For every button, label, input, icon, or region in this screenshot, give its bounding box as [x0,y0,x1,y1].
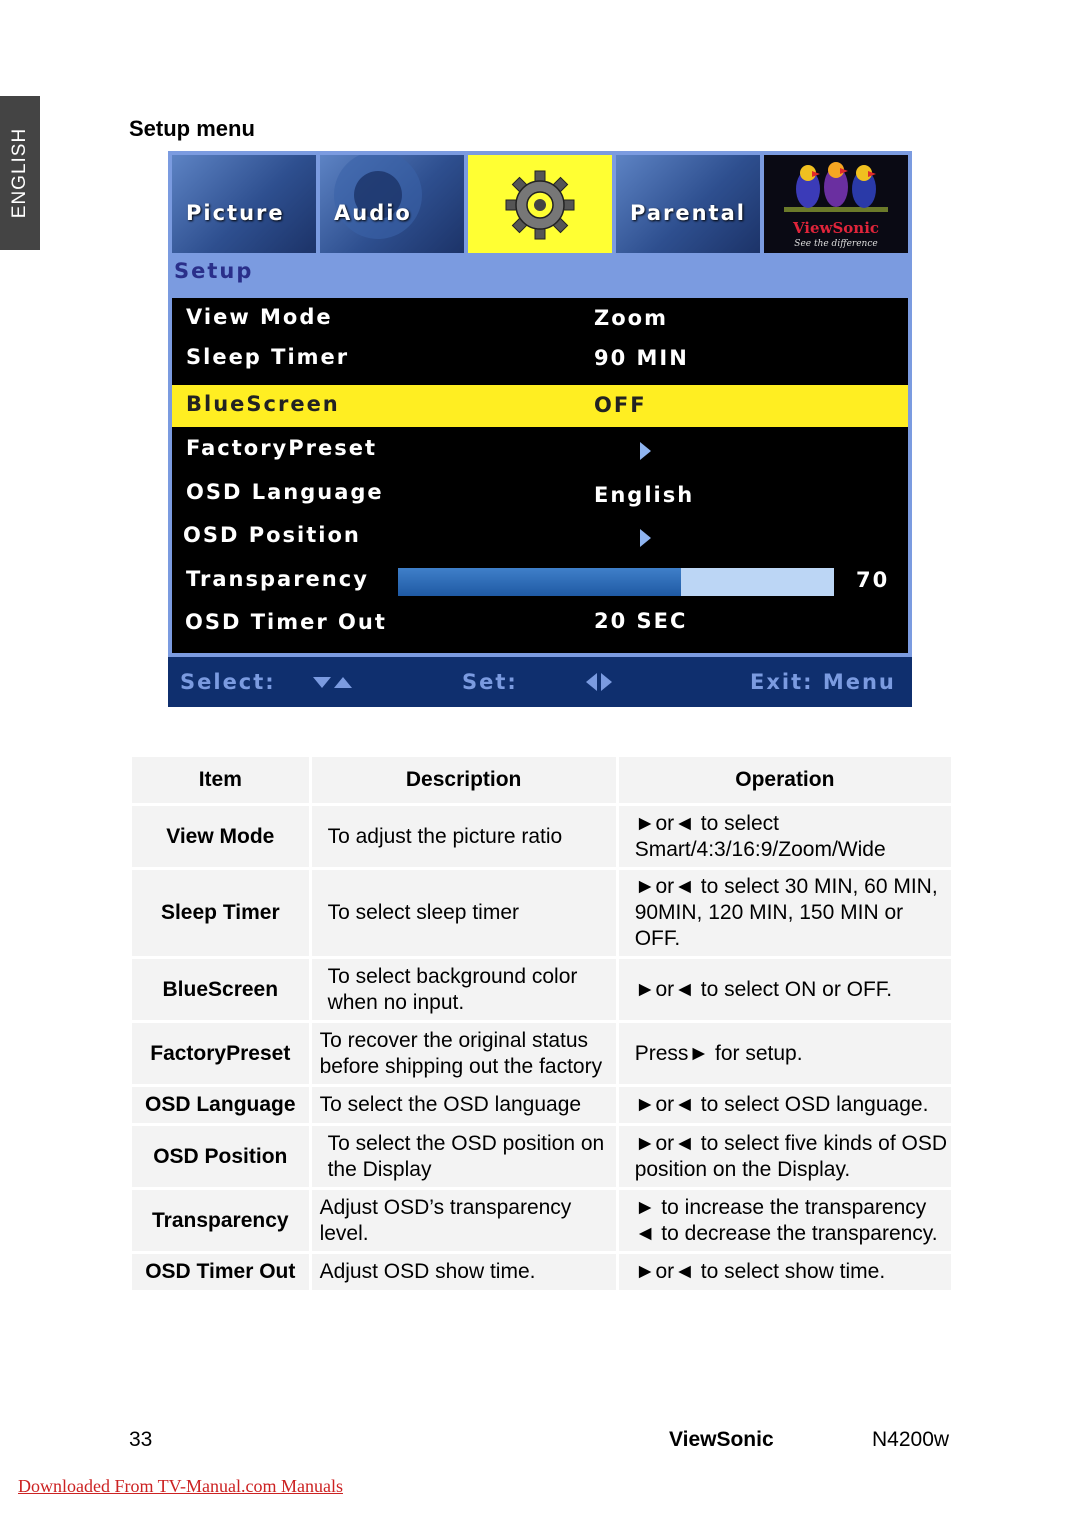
section-title: Setup menu [129,116,255,141]
row-operation: ► to increase the transparency ◄ to decrease the transparency. [619,1190,951,1251]
tab-setup[interactable] [468,155,612,253]
table-row [132,1087,951,1123]
table-row [132,870,951,956]
osd-row-name: OSD Language [186,480,384,504]
tab-audio-label: Audio [334,201,412,225]
footer-brand: ViewSonic [669,1428,774,1451]
osd-row-name: FactoryPreset [186,436,378,460]
osd-row-name: OSD Timer Out [185,610,387,634]
header-operation: Operation [619,757,951,803]
row-description: To select the OSD language [312,1087,616,1123]
row-item: FactoryPreset [132,1023,309,1084]
row-description: To select background color when no input. [312,959,616,1020]
tab-picture-label: Picture [186,201,285,225]
osd-row-osd-position[interactable] [172,516,908,558]
table-row [132,1023,951,1084]
osd-row-value: English [594,483,695,507]
osd-row-value: 90 MIN [594,346,689,370]
osd-row-osd-timer-out[interactable] [172,603,908,645]
gear-icon [504,169,576,241]
row-operation: ►or◄ to select show time. [619,1254,951,1290]
osd-row-bluescreen[interactable] [172,385,908,427]
osd-tab-bar [172,155,908,253]
row-item: OSD Position [132,1126,309,1187]
osd-row-transparency[interactable] [172,560,908,602]
table-header-row [132,757,951,803]
osd-row-osd-language[interactable] [172,473,908,515]
arrow-up-icon [334,677,352,688]
footer-set-label: Set: [462,670,518,694]
osd-settings-list [172,298,908,653]
footer-select-label: Select: [180,670,276,694]
osd-row-value: 20 SEC [594,609,688,633]
birds-logo-icon [778,159,894,225]
row-item: OSD Language [132,1087,309,1123]
logo-brand-text: ViewSonic [792,219,880,237]
row-description: To adjust the picture ratio [312,806,616,867]
row-operation: ►or◄ to select 30 MIN, 60 MIN, 90MIN, 120 MIN, 150 MIN or OFF. [619,870,951,956]
transparency-value: 70 [856,568,890,592]
row-operation: ►or◄ to select five kinds of OSD position on the Display. [619,1126,951,1187]
row-item: View Mode [132,806,309,867]
osd-menu [168,151,912,707]
row-description: To select the OSD position on the Display [312,1126,616,1187]
row-item: Transparency [132,1190,309,1251]
tab-picture[interactable] [172,155,316,253]
table-row [132,959,951,1020]
osd-row-name: BlueScreen [186,392,340,416]
row-description: Adjust OSD show time. [312,1254,616,1290]
tab-parental-label: Parental [630,201,746,225]
row-operation: Press► for setup. [619,1023,951,1084]
osd-row-view-mode[interactable] [172,298,908,340]
arrow-left-icon [586,673,597,691]
osd-row-name: View Mode [186,305,333,329]
osd-row-name: OSD Position [183,523,361,547]
tab-audio[interactable] [320,155,464,253]
row-operation: ►or◄ to select Smart/4:3/16:9/Zoom/Wide [619,806,951,867]
row-description: To select sleep timer [312,870,616,956]
row-operation: ►or◄ to select OSD language. [619,1087,951,1123]
language-side-tab [0,96,40,250]
row-item: OSD Timer Out [132,1254,309,1290]
osd-header: Setup [174,259,254,283]
page-number: 33 [129,1428,153,1451]
row-item: Sleep Timer [132,870,309,956]
table-row [132,806,951,867]
osd-row-value: OFF [594,393,647,417]
chevron-right-icon [640,529,651,547]
table-row [132,1126,951,1187]
table-row [132,1254,951,1290]
transparency-slider-fill [398,568,681,596]
osd-row-sleep-timer[interactable] [172,338,908,380]
header-description: Description [312,757,616,803]
row-item: BlueScreen [132,959,309,1020]
viewsonic-logo [764,155,908,253]
arrow-down-icon [313,677,331,688]
osd-row-value: Zoom [594,306,668,330]
osd-row-name: Sleep Timer [186,345,350,369]
tab-parental[interactable] [616,155,760,253]
osd-row-factorypreset[interactable] [172,429,908,471]
language-label: ENGLISH [9,127,30,219]
row-description: Adjust OSD’s transparency level. [312,1190,616,1251]
row-operation: ►or◄ to select ON or OFF. [619,959,951,1020]
footer-exit-label: Exit: Menu [750,670,896,694]
download-source-link[interactable]: Downloaded From TV-Manual.com Manuals [18,1476,343,1496]
setup-spec-table [129,754,954,1293]
header-item: Item [132,757,309,803]
row-description: To recover the original status before shipping out the factory [312,1023,616,1084]
footer-model: N4200w [872,1428,950,1451]
chevron-right-icon [640,442,651,460]
transparency-slider[interactable] [398,568,834,596]
osd-row-name: Transparency [186,567,369,591]
arrow-right-icon [601,673,612,691]
table-row [132,1190,951,1251]
logo-tagline: See the difference [794,239,878,249]
osd-footer [168,657,912,707]
